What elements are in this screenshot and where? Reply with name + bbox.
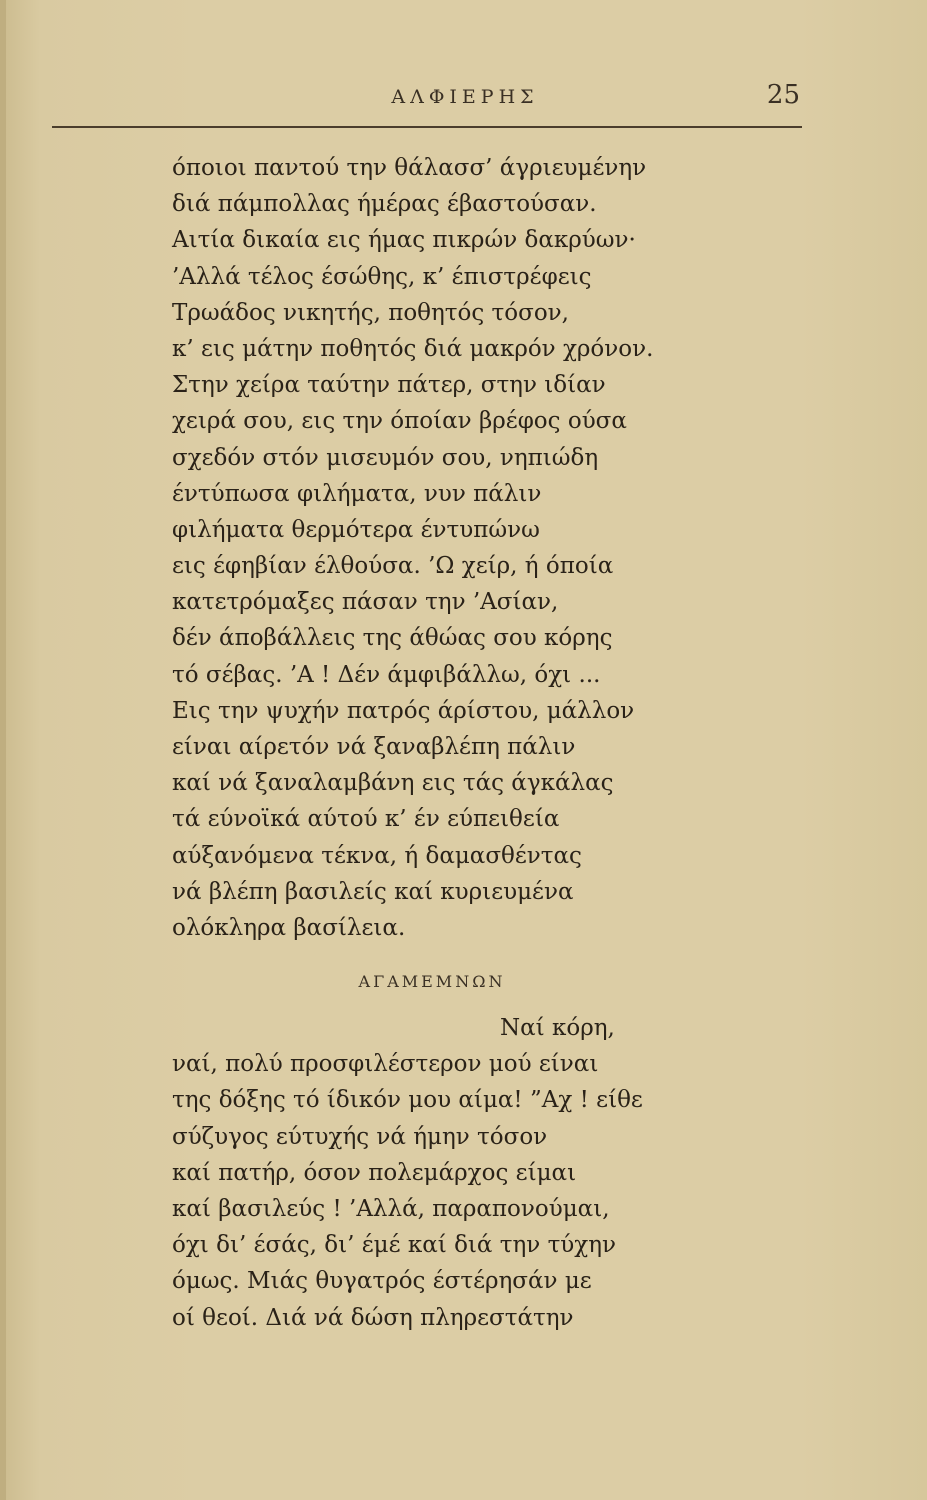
verse-line: Στην χείρα ταύτην πάτερ, στην ιδίαν [172,372,606,399]
running-title: ΑΛΦΙΕΡΗΣ [391,86,539,108]
verse-line: διά πάμπολλας ήμέρας έβαστούσαν. [172,191,597,218]
verse-line: σχεδόν στόν μισευμόν σου, νηπιώδη [172,444,599,471]
verse-line: Τρωάδος νικητής, ποθητός τόσον, [172,299,569,326]
page-number: 25 [766,80,800,110]
verse-line: αύξανόμενα τέκνα, ή δαμασθέντας [172,842,582,869]
page-header [60,80,800,116]
verse-line: νά βλέπη βασιλείς καί κυριευμένα [172,878,574,905]
verse-line: σύζυγος εύτυχής νά ήμην τόσον [172,1123,548,1150]
verse-line: καί πατήρ, όσον πολεμάρχος είμαι [172,1159,577,1186]
verse-line: κατετρόμαξες πάσαν την ’Ασίαν, [172,589,559,616]
verse-line: ’Αλλά τέλος έσώθης, κ’ έπιστρέφεις [172,263,592,290]
verse-line: όποιοι παντού την θάλασσ’ άγριευμένην [172,155,647,181]
verse-line: φιλήματα θερμότερα έντυπώνω [172,516,540,543]
verse-line: κ’ εις μάτην ποθητός διά μακρόν χρόνον. [172,335,654,362]
verse-line: Εις την ψυχήν πατρός άρίστου, μάλλον [172,697,635,724]
verse-line: της δόξης τό ίδικόν μου αίμα! ”Αχ ! είθε [172,1087,643,1114]
header-rule [52,126,802,128]
verse-line: Ναί κόρη, [500,1015,615,1041]
verse-block-1 [172,150,812,946]
verse-line: τά εύνοϊκά αύτού κ’ έν εύπειθεία [172,806,560,833]
verse-line: καί νά ξαναλαμβάνη εις τάς άγκάλας [172,770,614,797]
verse-line: ολόκληρα βασίλεια. [172,914,406,941]
verse-block-2 [172,1010,812,1336]
verse-line: όχι δι’ έσάς, δι’ έμέ καί διά την τύχην [172,1232,616,1259]
verse-line: εις έφηβίαν έλθούσα. ’Ω χείρ, ή όποία [172,553,614,580]
verse-line: είναι αίρετόν νά ξαναβλέπη πάλιν [172,734,576,760]
verse-line: Αιτία δικαία εις ήμας πικρών δακρύων· [172,227,636,254]
verse-line: ναί, πολύ προσφιλέστερον μού είναι [172,1051,599,1078]
verse-line: καί βασιλεύς ! ’Αλλά, παραπονούμαι, [172,1195,610,1222]
verse-line: δέν άποβάλλεις της άθώας σου κόρης [172,625,613,652]
speaker-name: ΑΓΑΜΕΜΝΩΝ [358,972,506,991]
verse-line: τό σέβας. ’Α ! Δέν άμφιβάλλω, όχι ... [172,661,601,688]
verse-line: χειρά σου, εις την όποίαν βρέφος ούσα [172,408,627,435]
page-spine-edge [0,0,6,1500]
verse-line: οί θεοί. Διά νά δώση πληρεστάτην [172,1304,574,1331]
verse-line: όμως. Μιάς θυγατρός έστέρησάν με [172,1268,592,1295]
verse-line: έντύπωσα φιλήματα, νυν πάλιν [172,480,542,507]
